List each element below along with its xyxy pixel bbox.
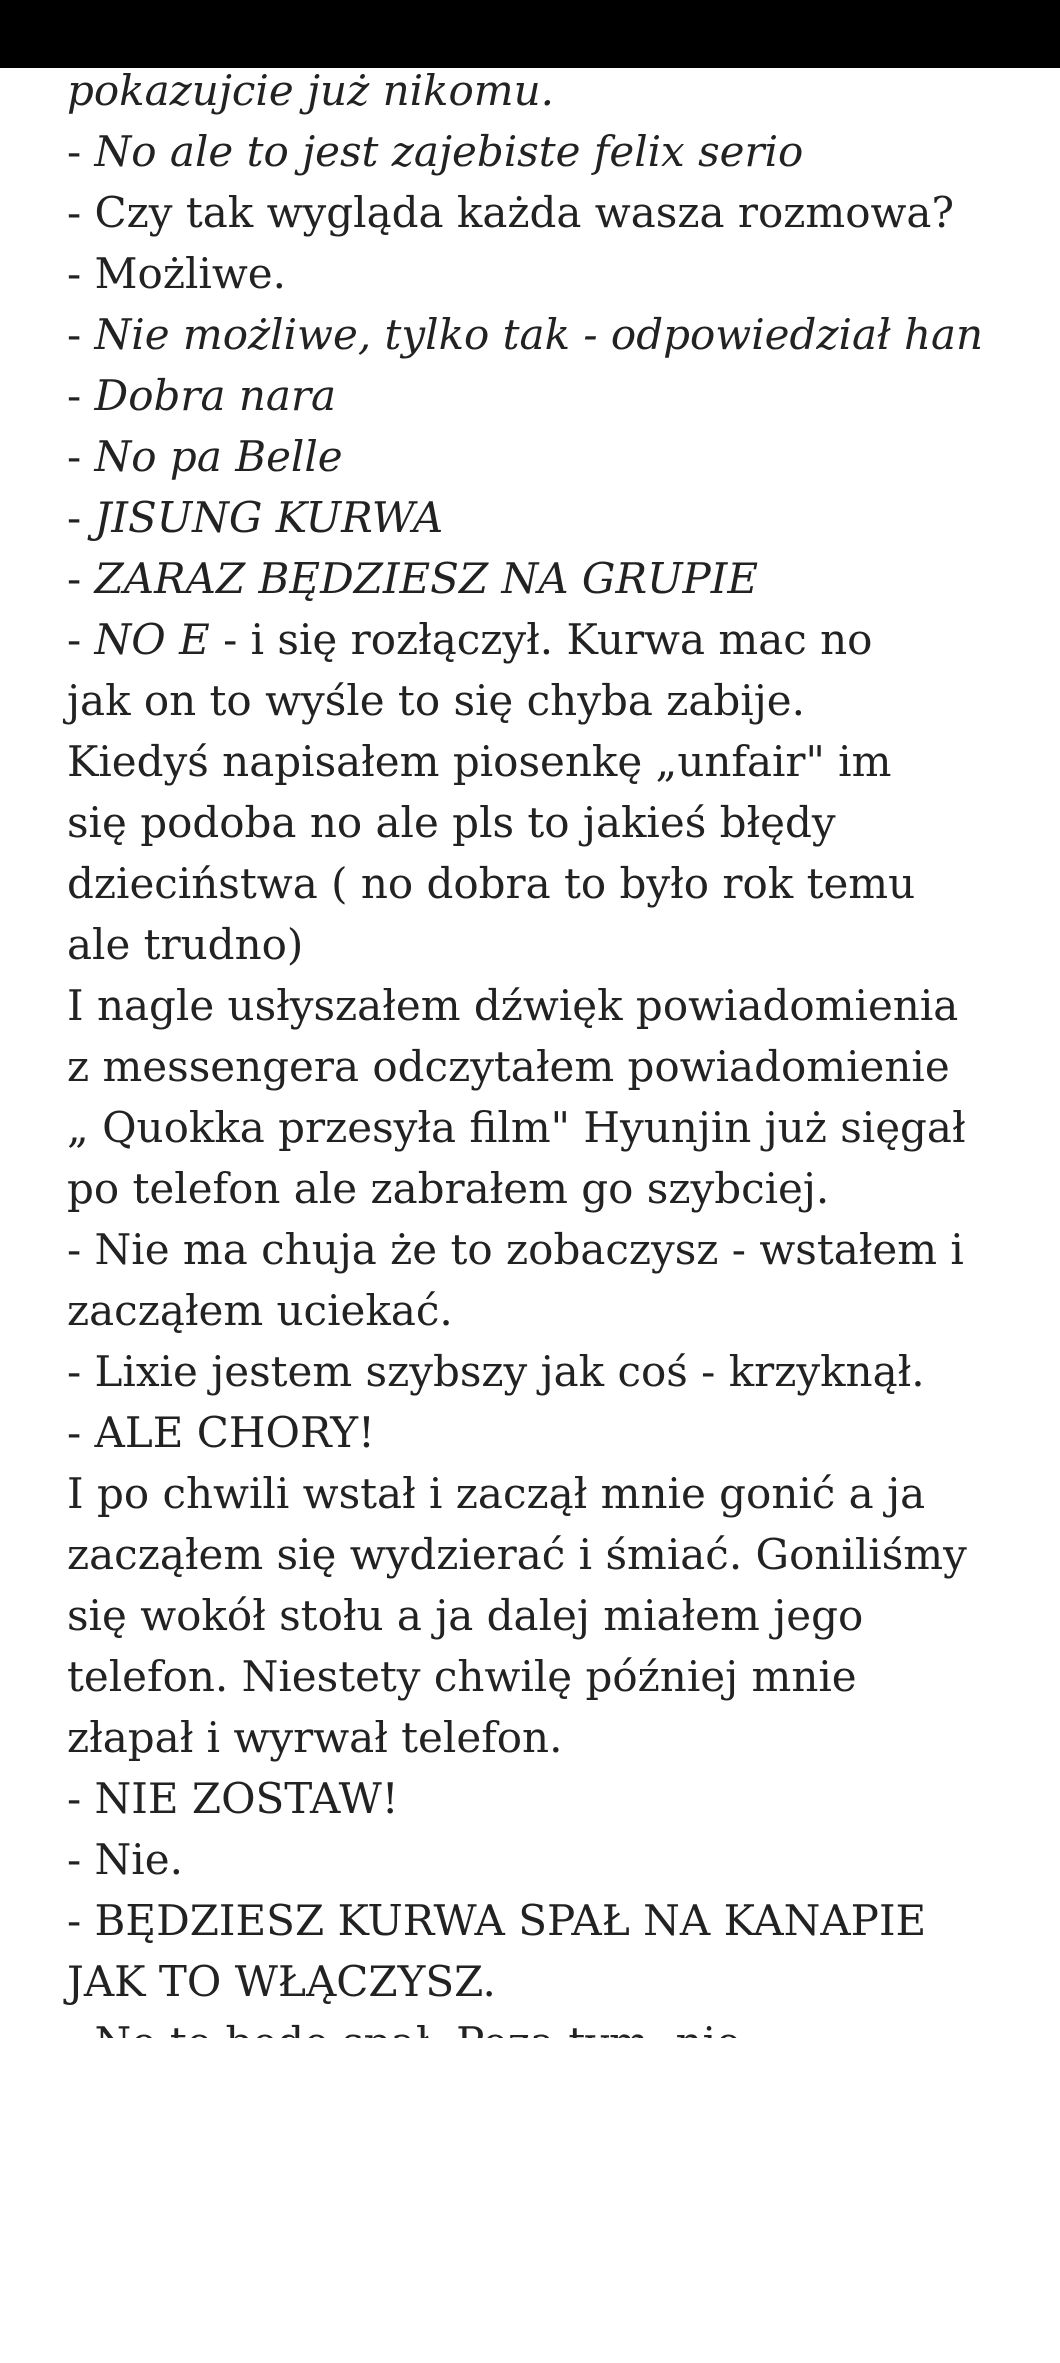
text-segment: - bbox=[67, 554, 95, 603]
text-line bbox=[67, 670, 1047, 731]
italic-text-segment: ZARAZ BĘDZIESZ NA GRUPIE bbox=[94, 554, 758, 603]
text-line bbox=[67, 1402, 1047, 1463]
text-line bbox=[67, 182, 1047, 243]
text-segment: jak on to wyśle to się chyba zabije. bbox=[67, 676, 805, 725]
text-segment: - ALE CHORY! bbox=[67, 1408, 375, 1457]
text-line bbox=[67, 975, 1047, 1036]
text-segment: - bbox=[67, 310, 95, 359]
text-line bbox=[67, 1341, 1047, 1402]
bottom-blank-area bbox=[0, 2038, 1060, 2363]
text-segment: „ Quokka przesyła film" Hyunjin już sięgał bbox=[67, 1103, 966, 1152]
text-line bbox=[67, 1036, 1047, 1097]
italic-text-segment: NO E bbox=[94, 615, 210, 664]
text-line bbox=[67, 1524, 1047, 1585]
text-segment: - Czy tak wygląda każda wasza rozmowa? bbox=[67, 188, 954, 237]
italic-text-segment: pokazujcie już nikomu. bbox=[67, 66, 555, 115]
text-line bbox=[67, 609, 1047, 670]
reader-page[interactable] bbox=[0, 68, 1060, 2038]
text-line bbox=[67, 1585, 1047, 1646]
text-line bbox=[67, 1097, 1047, 1158]
text-line bbox=[67, 853, 1047, 914]
text-line bbox=[67, 1280, 1047, 1341]
text-line bbox=[67, 121, 1047, 182]
text-segment: JAK TO WŁĄCZYSZ. bbox=[67, 1957, 496, 2006]
text-line bbox=[67, 1768, 1047, 1829]
text-segment: - Możliwe. bbox=[67, 249, 286, 298]
text-segment: - bbox=[67, 493, 95, 542]
status-bar bbox=[0, 0, 1060, 68]
text-segment: telefon. Niestety chwilę później mnie bbox=[67, 1652, 857, 1701]
text-segment: - bbox=[67, 615, 95, 664]
text-line bbox=[67, 914, 1047, 975]
text-line bbox=[67, 243, 1047, 304]
text-line bbox=[67, 1158, 1047, 1219]
text-segment: zacząłem się wydzierać i śmiać. Goniliśmy bbox=[67, 1530, 967, 1579]
text-segment: Kiedyś napisałem piosenkę „unfair" im bbox=[67, 737, 892, 786]
text-segment: się podoba no ale pls to jakieś błędy bbox=[67, 798, 836, 847]
text-segment: zacząłem uciekać. bbox=[67, 1286, 453, 1335]
italic-text-segment: Nie możliwe, tylko tak - odpowiedział han bbox=[94, 310, 984, 359]
text-segment: I po chwili wstał i zaczął mnie gonić a ja bbox=[67, 1469, 926, 1518]
text-line bbox=[67, 60, 1047, 121]
text-segment: - bbox=[67, 432, 95, 481]
text-line bbox=[67, 1646, 1047, 1707]
text-line bbox=[67, 1707, 1047, 1768]
text-segment: z messengera odczytałem powiadomienie bbox=[67, 1042, 950, 1091]
text-line bbox=[67, 426, 1047, 487]
italic-text-segment: JISUNG KURWA bbox=[94, 493, 444, 542]
text-segment: - bbox=[67, 127, 95, 176]
text-segment: się wokół stołu a ja dalej miałem jego bbox=[67, 1591, 864, 1640]
italic-text-segment: No pa Belle bbox=[94, 432, 343, 481]
italic-text-segment: No ale to jest zajebiste felix serio bbox=[94, 127, 804, 176]
text-line bbox=[67, 1219, 1047, 1280]
text-segment: złapał i wyrwał telefon. bbox=[67, 1713, 563, 1762]
text-segment: po telefon ale zabrałem go szybciej. bbox=[67, 1164, 830, 1213]
story-text bbox=[67, 60, 1047, 2073]
text-line bbox=[67, 487, 1047, 548]
text-line bbox=[67, 548, 1047, 609]
text-segment: - BĘDZIESZ KURWA SPAŁ NA KANAPIE bbox=[67, 1896, 927, 1945]
text-segment: - bbox=[67, 371, 95, 420]
text-segment: dzieciństwa ( no dobra to było rok temu bbox=[67, 859, 916, 908]
text-segment: - Lixie jestem szybszy jak coś - krzyknął. bbox=[67, 1347, 925, 1396]
text-segment: - Nie ma chuja że to zobaczysz - wstałem i bbox=[67, 1225, 964, 1274]
text-line bbox=[67, 731, 1047, 792]
text-line bbox=[67, 1951, 1047, 2012]
text-line bbox=[67, 365, 1047, 426]
text-line bbox=[67, 304, 1047, 365]
italic-text-segment: Dobra nara bbox=[94, 371, 337, 420]
text-line bbox=[67, 1463, 1047, 1524]
text-segment: - Nie. bbox=[67, 1835, 183, 1884]
text-segment: ale trudno) bbox=[67, 920, 304, 969]
text-line bbox=[67, 1829, 1047, 1890]
text-segment: - i się rozłączył. Kurwa mac no bbox=[209, 615, 873, 664]
text-line bbox=[67, 1890, 1047, 1951]
text-segment: I nagle usłyszałem dźwięk powiadomienia bbox=[67, 981, 959, 1030]
text-line bbox=[67, 792, 1047, 853]
text-segment: - NIE ZOSTAW! bbox=[67, 1774, 399, 1823]
